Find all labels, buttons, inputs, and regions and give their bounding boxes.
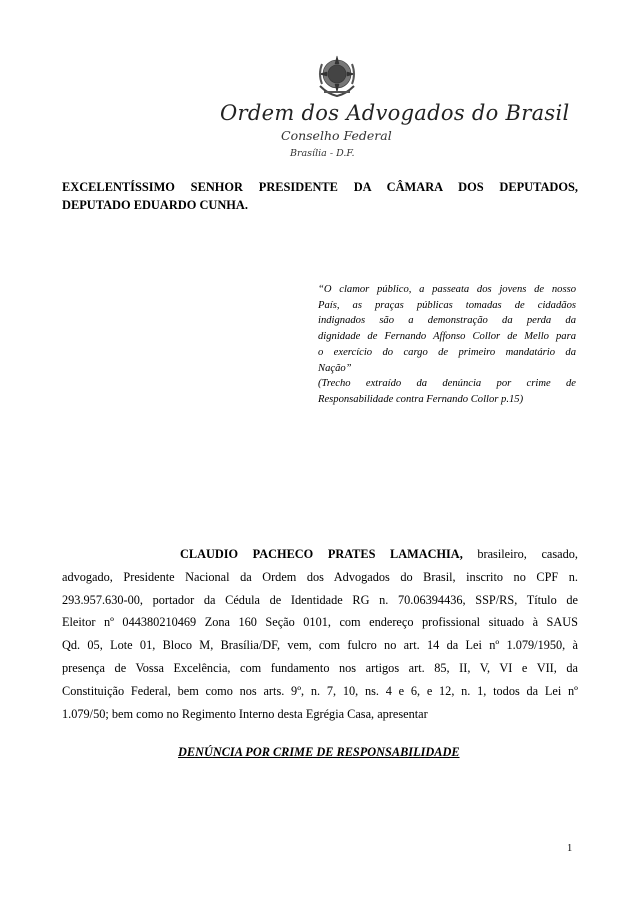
page-number: 1 [567,843,573,854]
epigraph-line: o exercício do cargo de primeiro mandatário da [318,346,576,358]
body-line: Constituição Federal, bem como nos arts. 9º, n. 7, 10, ns. 4 e 6, e 12, n. 1, todos da Lei nº [62,683,578,698]
body-line: Qd. 05, Lote 01, Bloco M, Brasília/DF, vem, com fulcro no art. 14 da Lei nº 1.079/1950, à [62,638,578,653]
addressee-line-2: DEPUTADO EDUARDO CUNHA. [62,198,248,212]
body-line: presença de Vossa Excelência, com fundamento nos artigos art. 85, II, V, VI e VII, da [62,660,578,675]
body-line: Eleitor nº 044380210469 Zona 160 Seção 0101, com endereço profissional situado à SAUS [62,615,578,630]
epigraph-line: “O clamor público, a passeata dos jovens de nosso [318,284,576,295]
body-line: 1.079/50; bem como no Regimento Interno desta Egrégia Casa, apresentar [62,706,428,721]
petitioner-description: brasileiro, casado, [462,547,578,561]
addressee [62,178,578,214]
epigraph-line: Responsabilidade contra Fernando Collor p.15) [318,393,524,405]
addressee-line-1: EXCELENTÍSSIMO SENHOR PRESIDENTE DA CÂMARA DOS DEPUTADOS, [62,180,578,194]
epigraph-line: Nação” [318,362,352,374]
body-paragraph [62,543,578,725]
body-line: 293.957.630-00, portador da Cédula de Identidade RG n. 70.06394436, SSP/RS, Título de [62,592,578,607]
letterhead-council: Conselho Federal [281,128,392,143]
letterhead-title: Ordem dos Advogados do Brasil [220,101,570,125]
epigraph-quote [318,282,576,408]
oab-seal-icon [314,52,360,102]
epigraph-line: indignados são a demonstração da perda da [318,315,576,327]
letterhead-city: Brasília - D.F. [290,148,355,159]
epigraph-line: dignidade de Fernando Affonso Collor de Mello para [318,331,576,343]
epigraph-line: País, as praças públicas tomadas de cidadãos [318,299,576,311]
section-heading: DENÚNCIA POR CRIME DE RESPONSABILIDADE [178,745,460,759]
body-line-first [62,543,578,566]
body-line: advogado, Presidente Nacional da Ordem dos Advogados do Brasil, inscrito no CPF n. [62,569,578,584]
petitioner-name: CLAUDIO PACHECO PRATES LAMACHIA, [180,547,463,561]
epigraph-line: (Trecho extraído da denúncia por crime de [318,378,576,390]
